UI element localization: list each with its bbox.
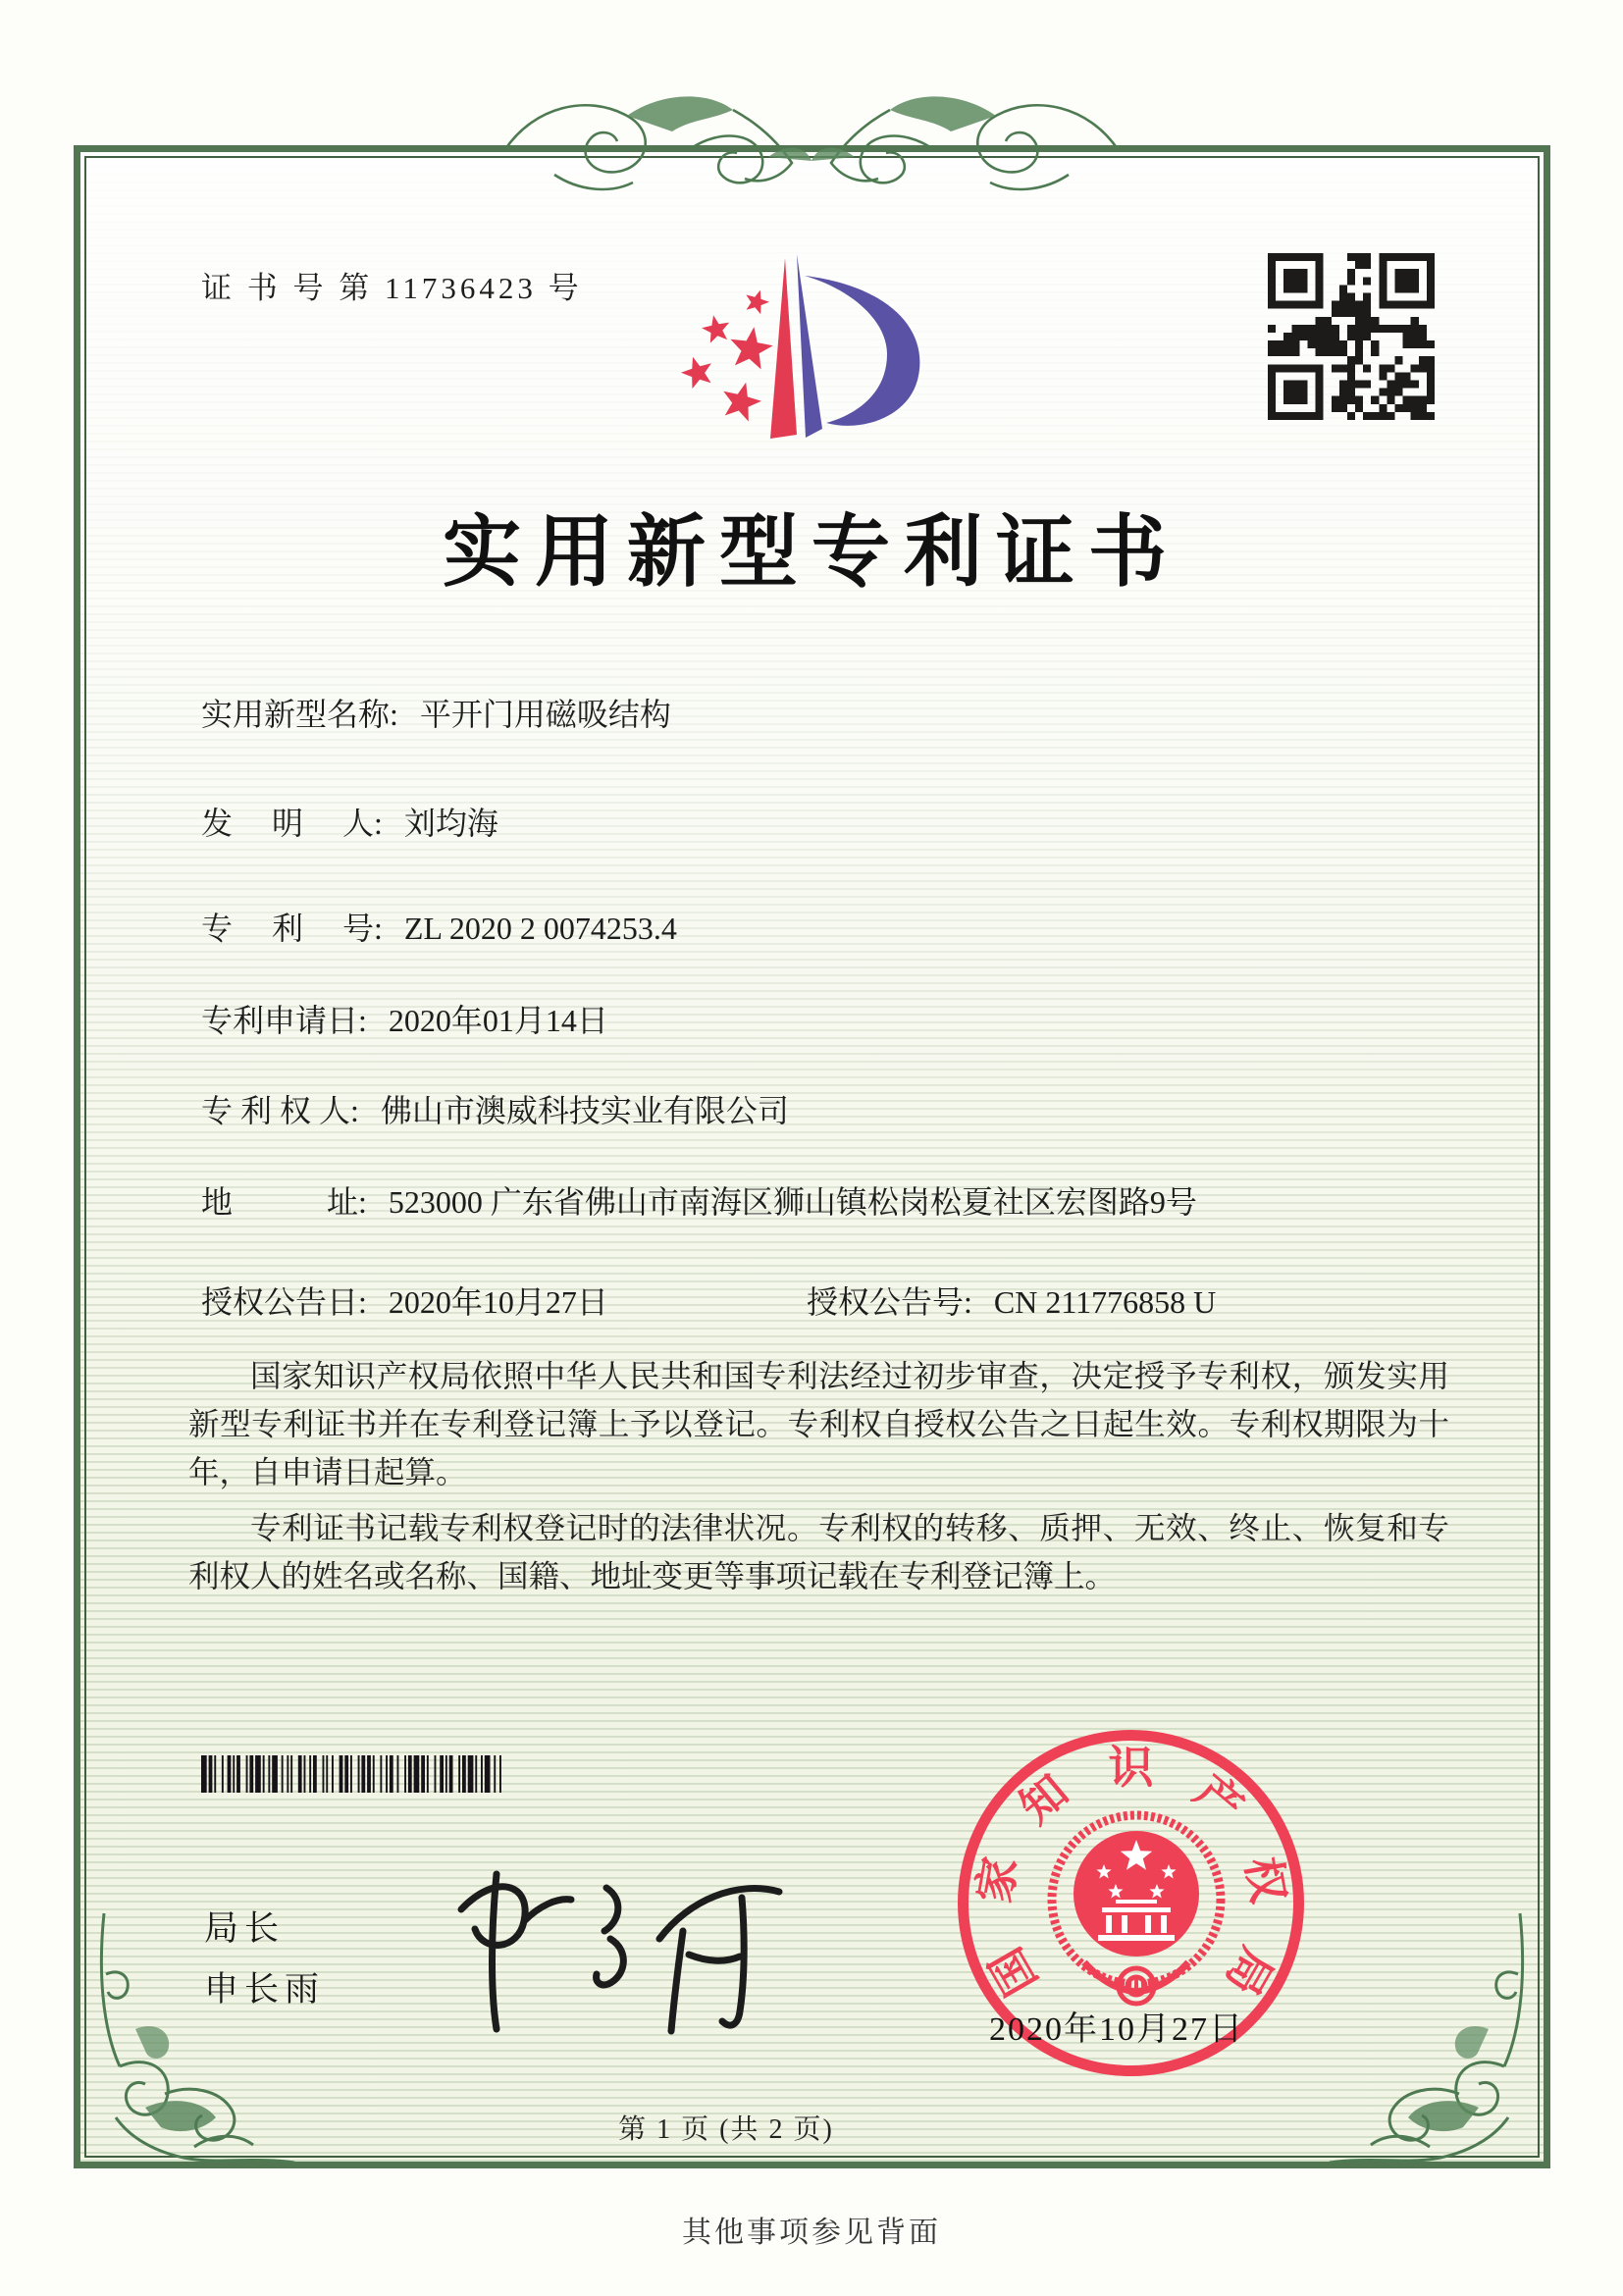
barcode (201, 1755, 503, 1793)
field-row (201, 904, 677, 949)
field-value: ZL 2020 2 0074253.4 (403, 911, 677, 946)
director-signature (432, 1837, 795, 2062)
field-value: CN 211776858 U (993, 1284, 1217, 1320)
grant-date-row (201, 1278, 608, 1323)
grant-number-row (807, 1278, 1216, 1323)
seal-ring-char: 家 (968, 1852, 1026, 1906)
seal-ring-char: 识 (1108, 1741, 1154, 1793)
field-label: 专利申请日: (201, 1003, 367, 1038)
national-emblem (1045, 1805, 1228, 2015)
seal-ring-char: 权 (1235, 1852, 1294, 1906)
seal-date: 2020年10月27日 (989, 2011, 1244, 2048)
certificate-title: 实用新型专利证书 (443, 510, 1180, 597)
notice-paragraph-2: 专利证书记载专利权登记时的法律状况。专利权的转移、质押、无效、终止、恢复和专利权人的姓名或名称、国籍、地址变更等事项记载在专利登记簿上。 (188, 1511, 1449, 1593)
field-row (201, 996, 608, 1041)
cnipa-logo (628, 229, 952, 474)
field-value: 2020年10月27日 (388, 1284, 608, 1320)
director-name: 申长雨 (204, 1970, 326, 2009)
qr-code (1268, 253, 1435, 420)
field-value: 平开门用磁吸结构 (419, 697, 671, 732)
page-number: 第 1 页 (共 2 页) (618, 2114, 834, 2145)
seal-ring-char: 国 (979, 1939, 1047, 2004)
seal-ring-char: 知 (1009, 1764, 1077, 1833)
field-value: 佛山市澳威科技实业有限公司 (380, 1093, 789, 1128)
seal-ring-char: 产 (1184, 1764, 1253, 1833)
field-label: 地 址: (201, 1184, 367, 1220)
field-row (201, 690, 671, 735)
field-label: 专 利 权 人: (201, 1093, 359, 1128)
seal-ring-char: 局 (1215, 1939, 1283, 2004)
field-value: 523000 广东省佛山市南海区狮山镇松岗松夏社区宏图路9号 (388, 1184, 1197, 1220)
field-label: 专 利 号: (201, 911, 383, 946)
field-value: 2020年01月14日 (388, 1003, 608, 1038)
director-title: 局长 (204, 1909, 286, 1948)
back-side-note: 其他事项参见背面 (682, 2217, 941, 2249)
field-label: 实用新型名称: (201, 697, 398, 732)
field-label: 授权公告日: (201, 1284, 367, 1320)
field-row (201, 799, 498, 844)
field-row (201, 1086, 789, 1131)
field-value: 刘均海 (403, 806, 498, 841)
certificate-number: 证 书 号 第 11736423 号 (201, 271, 583, 305)
field-label: 授权公告号: (807, 1284, 972, 1320)
field-label: 发 明 人: (201, 806, 383, 841)
legal-notice (188, 1352, 1449, 1608)
notice-paragraph-1: 国家知识产权局依照中华人民共和国专利法经过初步审查，决定授予专利权，颁发实用新型专利证书并在专利登记簿上予以登记。专利权自授权公告之日起生效。专利权期限为十年，自申请日起算。 (188, 1359, 1449, 1489)
field-row (201, 1177, 1428, 1226)
